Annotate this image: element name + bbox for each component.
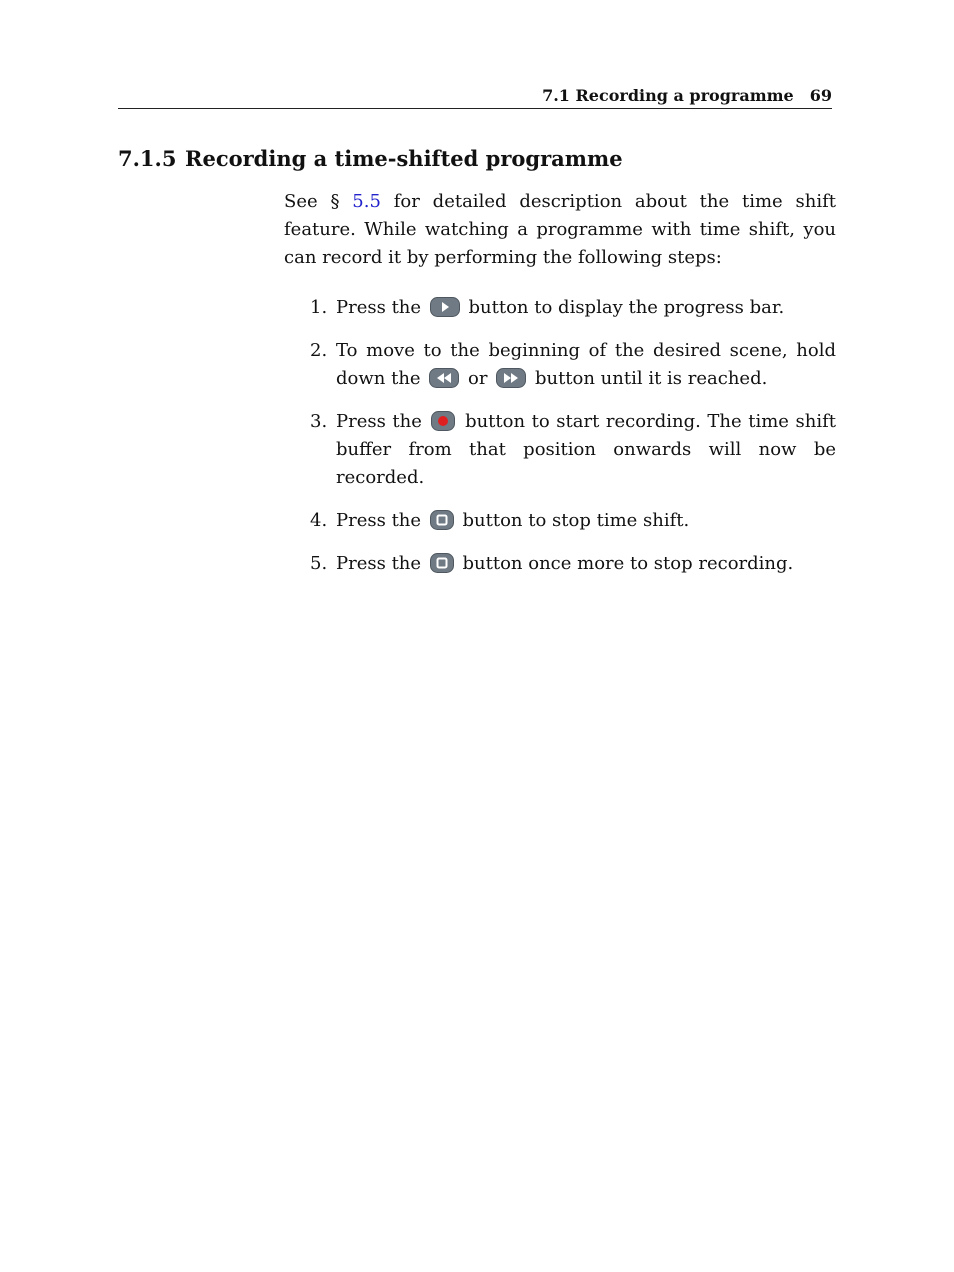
step-marker: 4. — [310, 510, 328, 531]
step-text-before: Press the — [336, 510, 422, 531]
intro-paragraph — [284, 188, 836, 272]
list-item — [310, 550, 836, 578]
step-text-after: button once more to stop recording. — [462, 553, 794, 574]
list-item — [310, 294, 836, 322]
list-item — [310, 408, 836, 492]
step-text-after: button to display the progress bar. — [468, 297, 785, 318]
list-item — [310, 337, 836, 393]
page-number: 69 — [809, 86, 832, 105]
step-marker: 2. — [310, 340, 328, 361]
step-text-after: button until it is reached. — [534, 368, 768, 389]
play-button-icon — [430, 297, 460, 317]
step-text-after: button to start recording. The time shift buffer from that position onwards will now be recorded. — [336, 411, 836, 488]
step-text-before: Press the — [336, 411, 422, 432]
section-heading — [118, 146, 623, 171]
intro-text-start: See § — [284, 191, 353, 212]
section-reference-link[interactable]: 5.5 — [352, 191, 381, 212]
rewind-button-icon — [429, 368, 459, 388]
step-text-before: Press the — [336, 297, 422, 318]
stop-button-icon — [430, 510, 454, 530]
stop-button-icon — [430, 553, 454, 573]
step-text-before: To move to the beginning of the desired scene, hold down the — [336, 340, 836, 389]
list-item — [310, 507, 836, 535]
step-marker: 1. — [310, 297, 328, 318]
step-text-before: Press the — [336, 553, 422, 574]
fast-forward-button-icon — [496, 368, 526, 388]
section-title: Recording a time-shifted programme — [185, 146, 623, 171]
step-text-after: button to stop time shift. — [462, 510, 690, 531]
step-text-middle: or — [468, 368, 488, 389]
section-number: 7.1.5 — [118, 146, 177, 171]
step-marker: 3. — [310, 411, 328, 432]
steps-list — [310, 294, 836, 593]
intro-text-rest: for detailed description about the time shift feature. While watching a programme with time shift, you can record it by performing the following steps: — [284, 191, 836, 268]
record-button-icon — [431, 411, 455, 431]
running-header — [118, 86, 832, 109]
step-marker: 5. — [310, 553, 328, 574]
running-title: 7.1 Recording a programme — [542, 86, 794, 105]
